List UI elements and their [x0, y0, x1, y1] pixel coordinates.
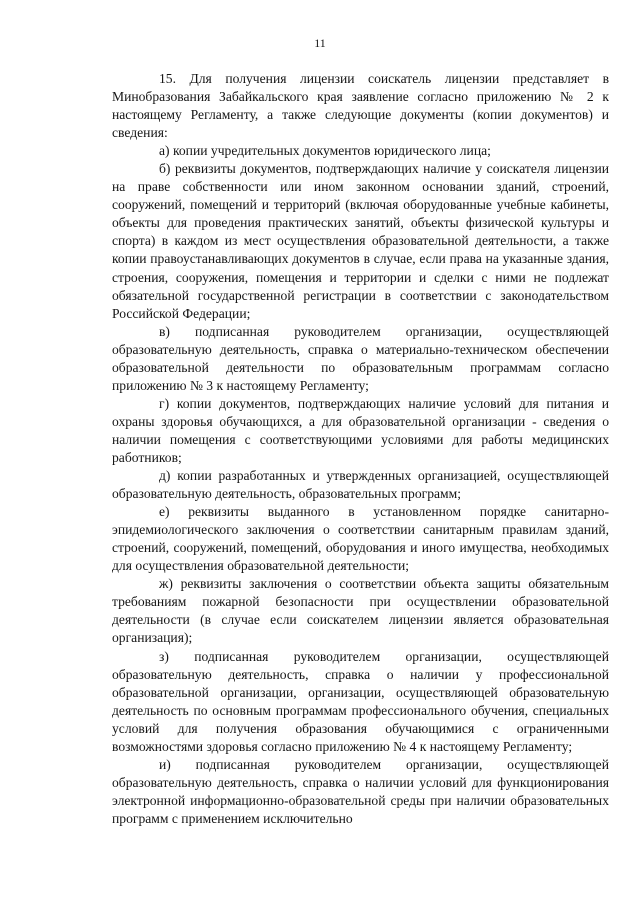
paragraph-15-intro: 15. Для получения лицензии соискатель лицензии представляет в Минобразования Забайкальского края заявление согласно приложению № 2 к настоящему Регламенту, а также следующие документы (копии документов) и сведения:: [112, 71, 609, 141]
list-item-g: г) копии документов, подтверждающих наличие условий для питания и охраны здоровья обучающихся, а для образовательной организации - сведения о наличии помещения с соответствующими условиями для работы медицинских работников;: [112, 395, 609, 465]
list-item-b: б) реквизиты документов, подтверждающих наличие у соискателя лицензии на праве собственности или ином законном основании зданий, строений, сооружений, помещений и территорий (включая оборудованные учебные кабинеты, объекты для проведения практических занятий, объекты физической культуры и спорта) в каждом из мест осуществления образовательной деятельности, а также копии правоустанавливающих документов в случае, если права на указанные здания, строения, сооружения, помещения и территории и сделки с ними не подлежат обязательной государственной регистрации в соответствии с законодательством Российской Федерации;: [112, 161, 609, 321]
document-body: [112, 70, 609, 828]
list-item-d: д) копии разработанных и утвержденных организацией, осуществляющей образовательную деятельность, образовательных программ;: [112, 468, 609, 502]
list-item-v: в) подписанная руководителем организации, осуществляющей образовательную деятельность, справка о материально-техническом обеспечении образовательной деятельности по образовательным программам согласно приложению № 3 к настоящему Регламенту;: [112, 323, 609, 393]
list-item-i: и) подписанная руководителем организации, осуществляющей образовательную деятельность, справка о наличии условий для функционирования электронной информационно-образовательной среды при наличии образовательных программ с применением исключительно: [112, 756, 609, 826]
list-item-zh: ж) реквизиты заключения о соответствии объекта защиты обязательным требованиям пожарной безопасности при осуществлении образовательной деятельности (в случае если соискателем лицензии является образовательная организация);: [112, 576, 609, 646]
page-number: 11: [314, 36, 326, 50]
list-item-a: а) копии учредительных документов юридического лица;: [159, 143, 491, 159]
list-item-e: е) реквизиты выданного в установленном порядке санитарно-эпидемиологического заключения о соответствии санитарным правилам зданий, строений, сооружений, помещений, оборудования и иного имущества, необходимых для осуществления образовательной деятельности;: [112, 504, 609, 574]
list-item-z: з) подписанная руководителем организации, осуществляющей образовательную деятельность, справка о наличии у профессиональной образовательной организации, организации, осуществляющей образовательную деятельность по основным программам профессионального обучения, специальных условий для получения образования обучающимися с ограниченными возможностями здоровья согласно приложению № 4 к настоящему Регламенту;: [112, 648, 609, 754]
